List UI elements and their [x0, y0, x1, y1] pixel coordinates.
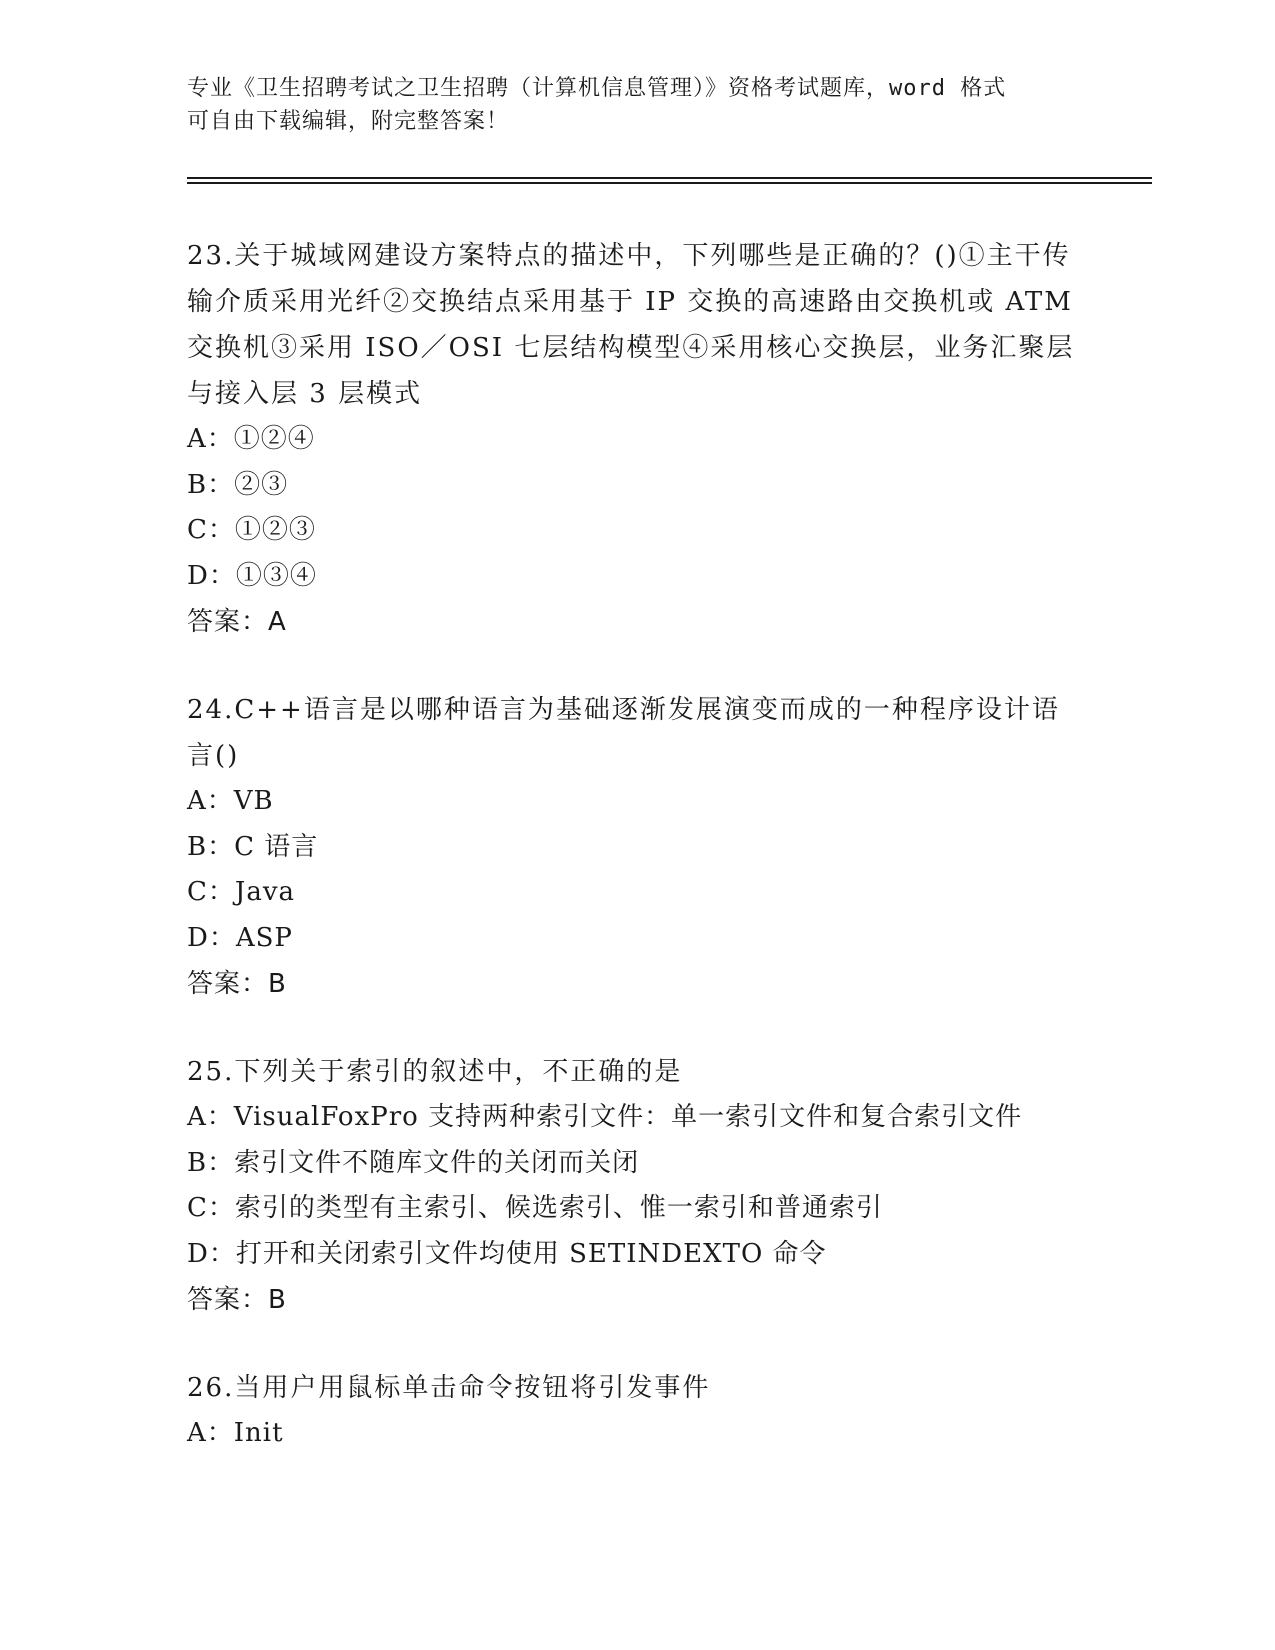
question-list	[187, 233, 1087, 1499]
answer-line: 答案：A	[187, 607, 287, 637]
question-23	[187, 233, 1087, 645]
header-rule-bottom	[187, 182, 1152, 184]
option-a: A：VB	[187, 786, 274, 816]
answer-line: 答案：B	[187, 969, 287, 999]
option-d: D：打开和关闭索引文件均使用 SETINDEXTO 命令	[187, 1238, 827, 1269]
option-b: B：C 语言	[187, 831, 319, 862]
option-c: C：Java	[187, 877, 296, 907]
question-24	[187, 687, 1087, 1007]
option-d: D：ASP	[187, 922, 293, 953]
option-c: C：①②③	[187, 515, 316, 545]
answer-line: 答案：B	[187, 1285, 287, 1315]
question-25	[187, 1049, 1087, 1323]
header-rule-top	[187, 177, 1152, 179]
question-26	[187, 1365, 1087, 1457]
question-stem: 26.当用户用鼠标单击命令按钮将引发事件	[187, 1373, 711, 1403]
option-b: B：索引文件不随库文件的关闭而关闭	[187, 1147, 640, 1178]
option-a: A：Init	[187, 1418, 284, 1448]
header-line-2: 可自由下载编辑，附完整答案！	[187, 109, 510, 134]
question-stem: 23.关于城域网建设方案特点的描述中，下列哪些是正确的？()①主干传输介质采用光纤②交换结点采用基于 IP 交换的高速路由交换机或 ATM 交换机③采用 ISO／OSI 七层结构模型④采用核心交换层，业务汇聚层与接入层 3 层模式	[187, 241, 1075, 409]
option-d: D：①③④	[187, 560, 317, 591]
option-a: A：①②④	[187, 424, 315, 454]
question-stem: 25.下列关于索引的叙述中，不正确的是	[187, 1057, 683, 1087]
header-line-1: 专业《卫生招聘考试之卫生招聘（计算机信息管理）》资格考试题库，word 格式	[187, 76, 1007, 101]
option-a: A：VisualFoxPro 支持两种索引文件：单一索引文件和复合索引文件	[187, 1102, 1023, 1132]
document-header	[187, 72, 1087, 138]
question-stem: 24.C++语言是以哪种语言为基础逐渐发展演变而成的一种程序设计语言()	[187, 695, 1060, 771]
option-c: C：索引的类型有主索引、候选索引、惟一索引和普通索引	[187, 1193, 883, 1223]
option-b: B：②③	[187, 469, 289, 500]
